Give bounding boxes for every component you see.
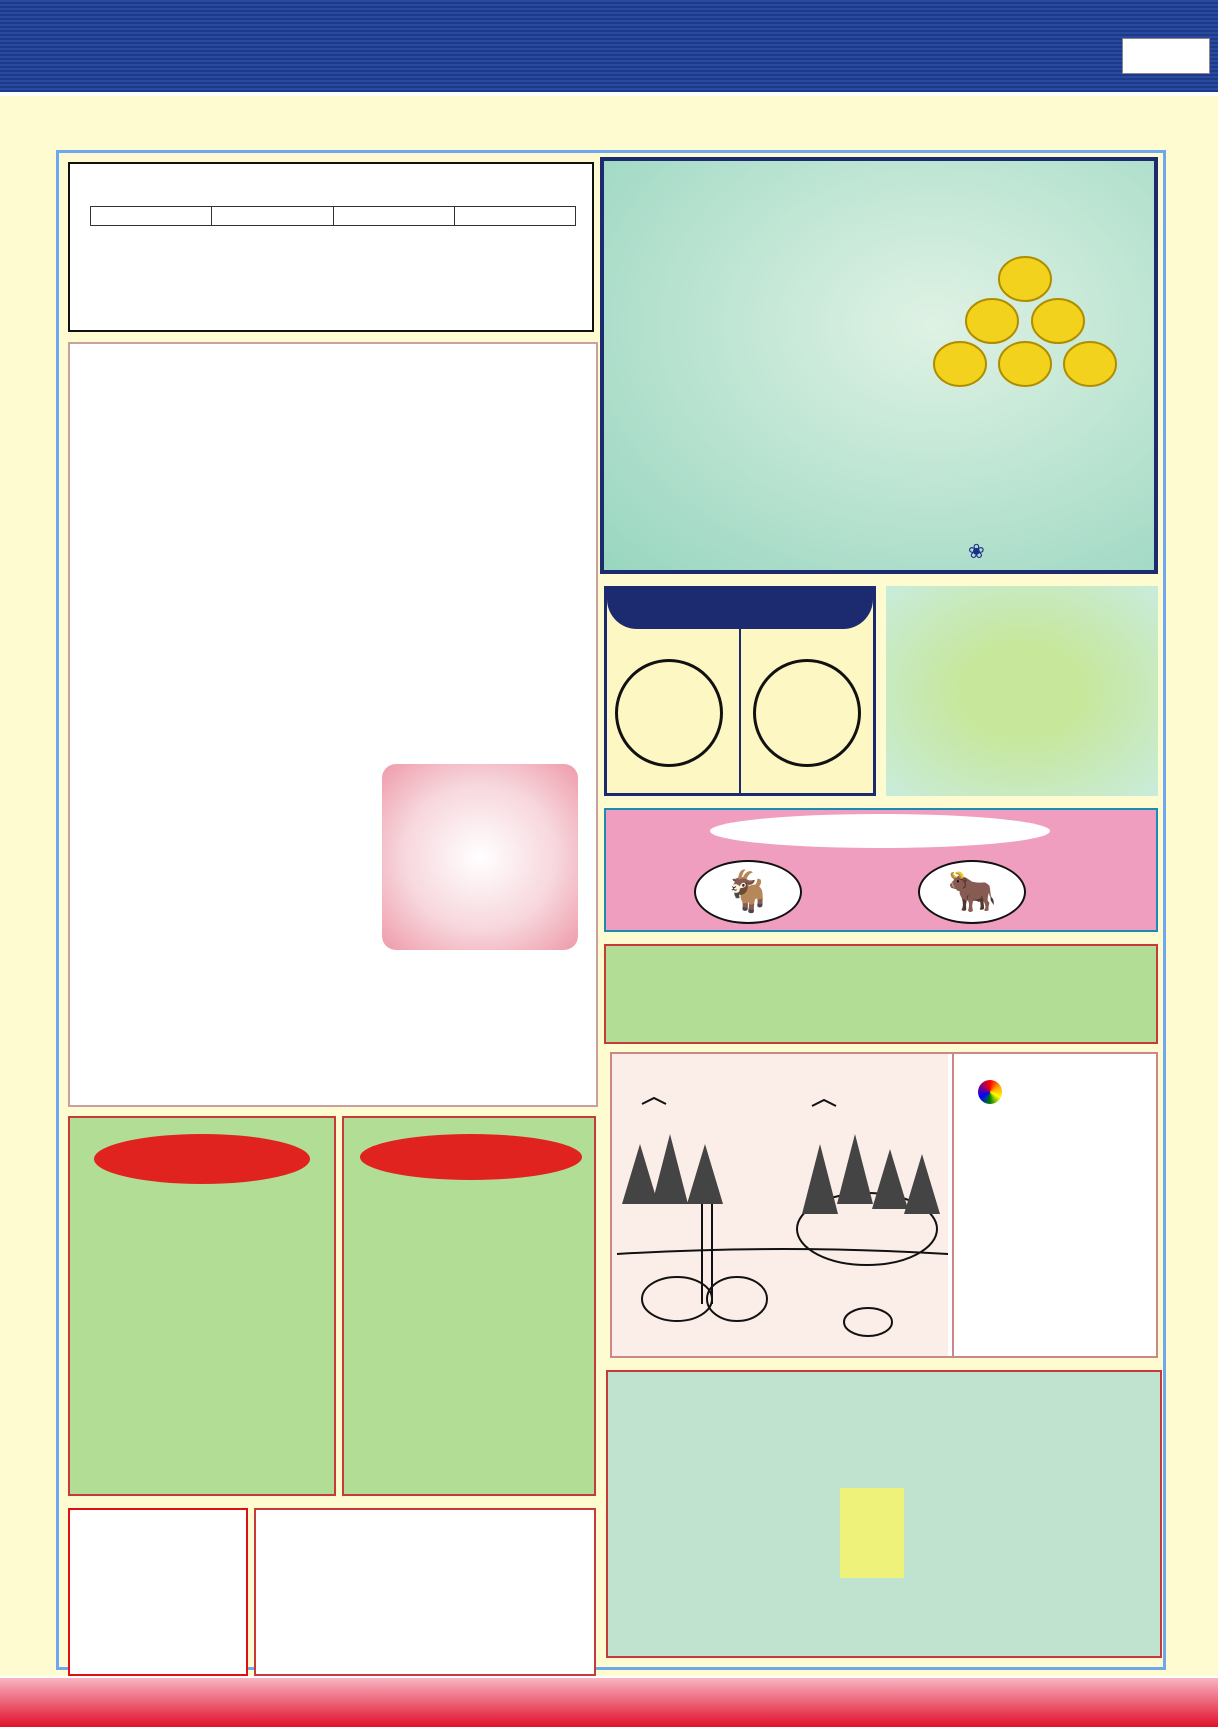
- zodiac-poem-text: [368, 1200, 578, 1490]
- stats-panel: [68, 1508, 248, 1676]
- goat-icon: 🐐: [694, 860, 802, 924]
- cover-art: [600, 157, 1158, 574]
- riddle-panel: [610, 1052, 1158, 1358]
- header-bar: [0, 0, 1218, 92]
- door-table: [90, 206, 576, 226]
- ox-icon: 🐂: [918, 860, 1026, 924]
- lottery-balls-icon: [628, 397, 808, 563]
- riddle-verse: [974, 1124, 1070, 1344]
- left-border-strip: [8, 150, 48, 1660]
- secret-map-box: [382, 764, 578, 950]
- bottom-band: [0, 1678, 1218, 1727]
- special-title: [607, 589, 873, 629]
- gold-panel: [254, 1508, 596, 1676]
- green-glow-panel: [886, 586, 1158, 796]
- cover-footer-mark: [968, 539, 985, 564]
- landscape-illustration: [612, 1054, 948, 1356]
- special-big: [615, 659, 723, 767]
- forecast-panel: [68, 1116, 336, 1496]
- special-even: [753, 659, 861, 767]
- almanac-stamp: [840, 1488, 904, 1578]
- meeting-panel: [68, 342, 598, 1107]
- edition-label: [1122, 38, 1210, 74]
- rainbow-icon: [978, 1080, 1002, 1104]
- door-table-panel: [68, 162, 594, 332]
- special-panel: [604, 586, 876, 796]
- top-border-strip: [0, 108, 1218, 148]
- col-min: [333, 207, 454, 226]
- lucky-zodiac-panel: [604, 808, 1158, 932]
- gold-ingots-icon: [920, 249, 1130, 419]
- col-door: [91, 207, 212, 226]
- door-table-header: [91, 207, 576, 226]
- zodiac-poem-panel: [342, 1116, 596, 1496]
- forecast-title: [94, 1134, 310, 1184]
- riddle-divider: [952, 1054, 954, 1356]
- lucky-zodiac-title: [710, 814, 1050, 848]
- zodiac-poem-title: [360, 1134, 582, 1180]
- col-max: [212, 207, 333, 226]
- almanac-panel: [606, 1370, 1162, 1658]
- flower-icon: ❀: [968, 541, 985, 563]
- picks-panel: [604, 944, 1158, 1044]
- special-divider: [739, 629, 741, 793]
- right-border-strip: [1170, 150, 1210, 1660]
- col-offer: [454, 207, 575, 226]
